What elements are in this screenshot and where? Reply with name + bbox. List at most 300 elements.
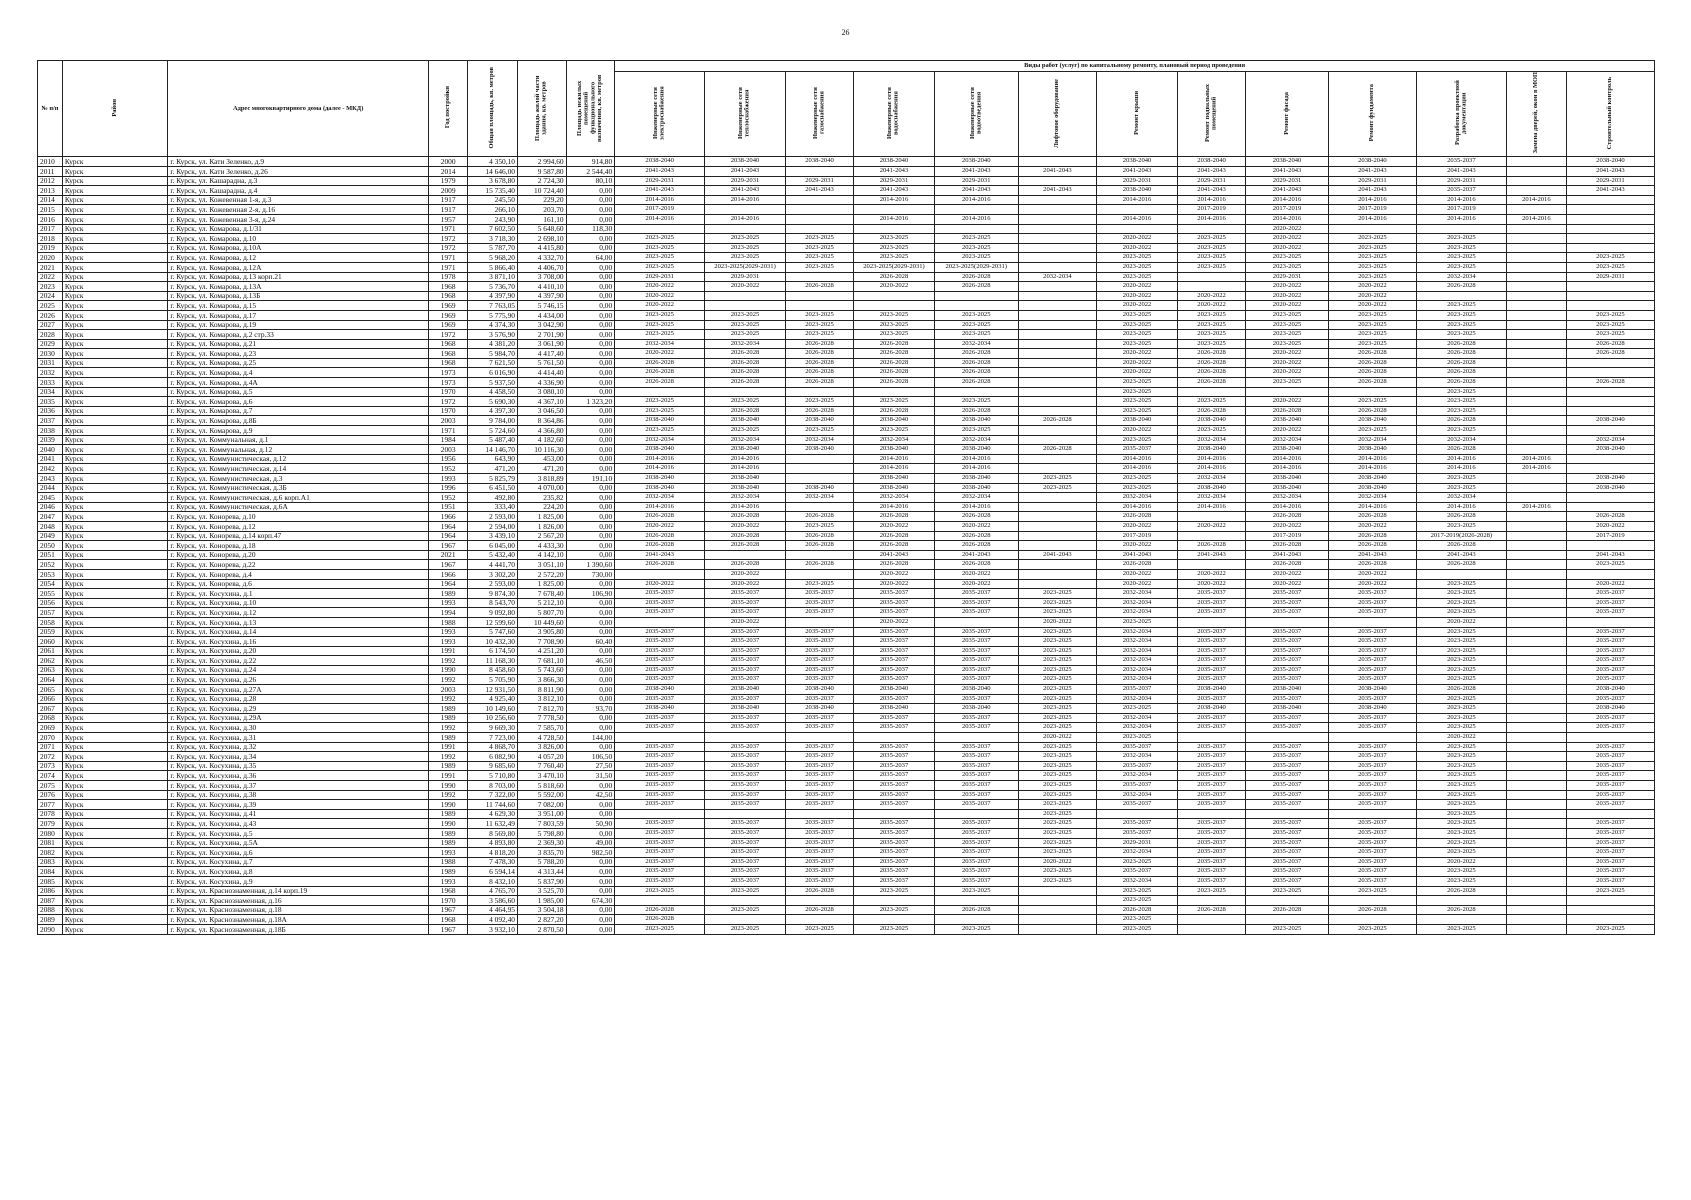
table-cell: 1991 xyxy=(429,646,468,656)
table-cell xyxy=(854,291,935,301)
table-cell: 2023-2025 xyxy=(1416,752,1506,762)
table-row xyxy=(38,224,1655,234)
table-cell: 2014-2016 xyxy=(854,195,935,205)
table-cell: 2035-2037 xyxy=(615,723,705,733)
table-cell xyxy=(1506,771,1566,781)
table-cell: 2041-2043 xyxy=(934,167,1018,177)
table-row xyxy=(38,253,1655,263)
table-cell: 2032-2034 xyxy=(615,339,705,349)
table-cell: Курск xyxy=(62,502,168,512)
table-cell xyxy=(1566,195,1654,205)
table-cell: 2014-2016 xyxy=(1416,502,1506,512)
table-cell: 2023-2025 xyxy=(1177,234,1245,244)
table-cell: 0,00 xyxy=(566,665,615,675)
table-cell: 2035-2037 xyxy=(1097,761,1178,771)
table-cell: 730,00 xyxy=(566,569,615,579)
table-cell xyxy=(1506,905,1566,915)
table-cell: 1992 xyxy=(429,694,468,704)
table-cell: 1989 xyxy=(429,713,468,723)
table-cell: 2003 xyxy=(429,416,468,426)
table-cell: 2023-2025 xyxy=(854,234,935,244)
table-cell: 1917 xyxy=(429,205,468,215)
table-cell: 2023-2025 xyxy=(1018,589,1097,599)
table-cell: г. Курск, ул. Косухина, д.6 xyxy=(168,848,429,858)
table-cell: 2035-2037 xyxy=(705,800,786,810)
table-cell: 2023-2025(2029-2031) xyxy=(934,262,1018,272)
table-cell: 2023-2025 xyxy=(1246,924,1329,934)
table-cell: 2035-2037 xyxy=(1566,828,1654,838)
table-cell: 2023-2025 xyxy=(785,330,853,340)
table-cell: 2023-2025 xyxy=(934,426,1018,436)
table-cell xyxy=(1018,426,1097,436)
table-cell: г. Курск, ул. Комарова, д.1/31 xyxy=(168,224,429,234)
table-cell xyxy=(934,915,1018,925)
table-cell: 2026-2028 xyxy=(705,358,786,368)
table-cell: 1971 xyxy=(429,262,468,272)
table-cell: 2014-2016 xyxy=(1097,214,1178,224)
table-cell: 1968 xyxy=(429,291,468,301)
table-cell: 2023-2025 xyxy=(1177,320,1245,330)
table-cell: 2041-2043 xyxy=(1018,550,1097,560)
table-cell: 2021 xyxy=(38,262,63,272)
table-row xyxy=(38,876,1655,886)
table-cell: 4 414,40 xyxy=(517,368,566,378)
table-cell: 2038-2040 xyxy=(1177,483,1245,493)
table-cell: 2032-2034 xyxy=(1246,493,1329,503)
table-row xyxy=(38,445,1655,455)
table-cell: 2035-2037 xyxy=(785,790,853,800)
table-cell: 1993 xyxy=(429,876,468,886)
table-cell: 2020-2022 xyxy=(1177,569,1245,579)
table-cell xyxy=(1566,896,1654,906)
table-cell: 2023-2025 xyxy=(854,924,935,934)
table-row xyxy=(38,723,1655,733)
table-cell: 2018 xyxy=(38,234,63,244)
table-cell: 2035-2037 xyxy=(854,694,935,704)
table-cell xyxy=(1566,426,1654,436)
table-cell xyxy=(1566,809,1654,819)
table-cell: 2035-2037 xyxy=(1246,771,1329,781)
table-cell xyxy=(1566,387,1654,397)
table-cell: 2035-2037 xyxy=(854,771,935,781)
table-cell: 0,00 xyxy=(566,924,615,934)
table-cell: Курск xyxy=(62,733,168,743)
table-cell: Курск xyxy=(62,349,168,359)
table-cell: 2020-2022 xyxy=(1328,579,1416,589)
header-cell: Ремонт фундамента xyxy=(1328,72,1416,157)
table-cell: Курск xyxy=(62,598,168,608)
table-row xyxy=(38,550,1655,560)
table-cell: 914,80 xyxy=(566,157,615,167)
table-cell: 2035-2037 xyxy=(705,876,786,886)
table-cell: 2023-2025 xyxy=(1018,838,1097,848)
table-cell xyxy=(1566,368,1654,378)
table-cell xyxy=(785,214,853,224)
table-cell: г. Курск, ул. Косухина, д.29 xyxy=(168,704,429,714)
table-cell: 2032-2034 xyxy=(705,493,786,503)
table-row xyxy=(38,406,1655,416)
table-cell: 2041-2043 xyxy=(1246,550,1329,560)
table-cell: 2035-2037 xyxy=(1177,598,1245,608)
table-cell: 2014-2016 xyxy=(1506,195,1566,205)
table-cell: 2035-2037 xyxy=(1566,742,1654,752)
table-cell: 1993 xyxy=(429,637,468,647)
table-cell: 2035-2037 xyxy=(854,790,935,800)
table-cell: 2020-2022 xyxy=(1097,521,1178,531)
table-cell xyxy=(1506,838,1566,848)
table-cell: 2038-2040 xyxy=(854,704,935,714)
capital-repair-register-table xyxy=(37,60,1655,935)
table-cell: 2035-2037 xyxy=(615,761,705,771)
table-cell: 7 478,30 xyxy=(468,857,518,867)
table-cell: 2035-2037 xyxy=(1566,800,1654,810)
table-cell: Курск xyxy=(62,809,168,819)
table-cell: 1993 xyxy=(429,474,468,484)
table-cell: 2035-2037 xyxy=(1246,819,1329,829)
table-row xyxy=(38,426,1655,436)
table-cell: 2042 xyxy=(38,464,63,474)
table-cell: 1952 xyxy=(429,464,468,474)
table-cell: 2035-2037 xyxy=(705,723,786,733)
table-cell xyxy=(1566,915,1654,925)
table-cell: 2023-2025 xyxy=(1416,406,1506,416)
table-cell: 2035-2037 xyxy=(1566,790,1654,800)
table-cell: 2020-2022 xyxy=(615,349,705,359)
table-cell: 2029-2031 xyxy=(1328,176,1416,186)
table-cell: 2035-2037 xyxy=(1177,656,1245,666)
table-cell: 2038-2040 xyxy=(615,445,705,455)
table-cell: 5 818,60 xyxy=(517,781,566,791)
table-cell: г. Курск, ул. Комарова, д.10 xyxy=(168,234,429,244)
table-cell: 2014-2016 xyxy=(1177,214,1245,224)
table-cell: 2026-2028 xyxy=(1416,445,1506,455)
table-cell: 14 646,00 xyxy=(468,167,518,177)
table-cell: 2035-2037 xyxy=(615,608,705,618)
table-cell: 2038-2040 xyxy=(705,474,786,484)
table-cell: 2038-2040 xyxy=(1328,416,1416,426)
table-cell: 9 784,00 xyxy=(468,416,518,426)
table-cell: 2023-2025 xyxy=(934,320,1018,330)
table-cell: 2023-2025 xyxy=(705,426,786,436)
table-cell: 106,90 xyxy=(566,589,615,599)
table-cell: 2041-2043 xyxy=(1566,186,1654,196)
table-cell xyxy=(1566,464,1654,474)
table-cell: 0,00 xyxy=(566,608,615,618)
table-row xyxy=(38,598,1655,608)
table-cell: 2017-2019 xyxy=(1097,531,1178,541)
table-cell: 2026-2028 xyxy=(1177,368,1245,378)
table-cell: 2020-2022 xyxy=(934,569,1018,579)
table-cell: 2076 xyxy=(38,790,63,800)
table-cell: 2023-2025 xyxy=(1246,886,1329,896)
table-cell: 2023-2025 xyxy=(1416,234,1506,244)
table-cell: 2038-2040 xyxy=(934,445,1018,455)
table-cell: 1978 xyxy=(429,272,468,282)
table-cell: 106,50 xyxy=(566,752,615,762)
table-cell: 2087 xyxy=(38,896,63,906)
table-cell: 5 747,60 xyxy=(468,627,518,637)
table-cell xyxy=(1566,205,1654,215)
table-cell: 2035-2037 xyxy=(615,675,705,685)
table-cell: 2023-2025 xyxy=(1018,598,1097,608)
table-cell: 2083 xyxy=(38,857,63,867)
table-cell: 2023-2025 xyxy=(1097,733,1178,743)
table-cell: 2026-2028 xyxy=(1328,378,1416,388)
table-cell: 2020-2022 xyxy=(1177,301,1245,311)
table-row xyxy=(38,800,1655,810)
table-cell: 2066 xyxy=(38,694,63,704)
table-row xyxy=(38,819,1655,829)
table-cell: 2026-2028 xyxy=(934,368,1018,378)
header-cell: Адрес многоквартирного дома (далее - МКД) xyxy=(168,61,429,157)
table-cell: 2035-2037 xyxy=(615,867,705,877)
table-row xyxy=(38,195,1655,205)
table-cell: 2014-2016 xyxy=(1177,502,1245,512)
table-cell: Курск xyxy=(62,579,168,589)
table-cell: 5 705,90 xyxy=(468,675,518,685)
table-cell: 2032-2034 xyxy=(1246,435,1329,445)
table-cell: 0,00 xyxy=(566,531,615,541)
table-cell: 2023-2025 xyxy=(1018,675,1097,685)
table-cell: 2032-2034 xyxy=(705,435,786,445)
table-cell: 2035-2037 xyxy=(1246,627,1329,637)
table-cell: 2026-2028 xyxy=(1416,512,1506,522)
table-cell: 2052 xyxy=(38,560,63,570)
table-cell xyxy=(785,617,853,627)
table-cell: 2023-2025 xyxy=(1246,339,1329,349)
table-cell: 2014-2016 xyxy=(1328,195,1416,205)
table-cell: 2035-2037 xyxy=(854,828,935,838)
table-cell: 0,00 xyxy=(566,339,615,349)
table-cell: 2038-2040 xyxy=(1328,474,1416,484)
table-cell: 2035-2037 xyxy=(854,761,935,771)
table-cell: 10 432,30 xyxy=(468,637,518,647)
table-row xyxy=(38,387,1655,397)
table-cell: 0,00 xyxy=(566,886,615,896)
table-cell: 2023-2025 xyxy=(1177,253,1245,263)
table-cell xyxy=(1246,809,1329,819)
table-cell: Курск xyxy=(62,320,168,330)
table-cell xyxy=(1506,713,1566,723)
table-cell: 2026-2028 xyxy=(705,378,786,388)
table-cell: 2023-2025 xyxy=(1246,320,1329,330)
table-cell: 2023-2025 xyxy=(1246,253,1329,263)
table-cell: 12 599,60 xyxy=(468,617,518,627)
table-cell: 2038-2040 xyxy=(1246,704,1329,714)
table-cell: 2014-2016 xyxy=(854,502,935,512)
table-cell: 2023-2025 xyxy=(1246,378,1329,388)
table-cell: 5 648,60 xyxy=(517,224,566,234)
table-cell xyxy=(1506,253,1566,263)
table-cell: г. Курск, ул. Комарова, д.12А xyxy=(168,262,429,272)
table-cell xyxy=(1506,272,1566,282)
table-cell: 643,90 xyxy=(468,454,518,464)
table-cell: 2024 xyxy=(38,291,63,301)
table-cell: 1989 xyxy=(429,867,468,877)
table-cell: Курск xyxy=(62,416,168,426)
table-row xyxy=(38,464,1655,474)
table-cell: Курск xyxy=(62,781,168,791)
table-cell: 7 678,40 xyxy=(517,589,566,599)
table-cell: Курск xyxy=(62,282,168,292)
table-cell: 2020-2022 xyxy=(1246,291,1329,301)
table-cell: 2035-2037 xyxy=(1246,761,1329,771)
table-cell: 2014-2016 xyxy=(1328,214,1416,224)
table-cell: 2041-2043 xyxy=(854,186,935,196)
table-cell xyxy=(1506,349,1566,359)
table-cell: 2026-2028 xyxy=(854,512,935,522)
table-cell: 2 369,30 xyxy=(517,838,566,848)
table-cell xyxy=(785,915,853,925)
table-cell: 2023-2025 xyxy=(1018,761,1097,771)
table-cell: 0,00 xyxy=(566,464,615,474)
table-cell: 4 336,90 xyxy=(517,378,566,388)
table-cell: 2020-2022 xyxy=(1246,224,1329,234)
table-cell: 2035-2037 xyxy=(934,608,1018,618)
table-row xyxy=(38,848,1655,858)
table-cell: 2035-2037 xyxy=(1177,608,1245,618)
table-cell: 2035-2037 xyxy=(615,857,705,867)
table-cell: 2032-2034 xyxy=(854,493,935,503)
table-cell: 2029-2031 xyxy=(615,176,705,186)
table-cell: 14 146,70 xyxy=(468,445,518,455)
table-cell: 2020-2022 xyxy=(1328,301,1416,311)
table-cell: 4 415,80 xyxy=(517,243,566,253)
table-cell: 2035-2037 xyxy=(1328,848,1416,858)
table-cell: 2032-2034 xyxy=(1097,713,1178,723)
table-row xyxy=(38,809,1655,819)
table-cell xyxy=(854,915,935,925)
table-row xyxy=(38,617,1655,627)
table-cell: 2014-2016 xyxy=(1506,464,1566,474)
table-cell: 3 708,00 xyxy=(517,272,566,282)
table-cell: 4 458,50 xyxy=(468,387,518,397)
table-cell: г. Курск, ул. Комарова, д.21 xyxy=(168,339,429,349)
table-cell: 2063 xyxy=(38,665,63,675)
table-cell xyxy=(785,387,853,397)
table-cell: 2014-2016 xyxy=(1416,454,1506,464)
table-cell: 2023-2025 xyxy=(934,924,1018,934)
table-cell: 982,50 xyxy=(566,848,615,858)
table-cell: 2030 xyxy=(38,349,63,359)
table-cell: 2 572,20 xyxy=(517,569,566,579)
table-cell xyxy=(934,205,1018,215)
table-cell: Курск xyxy=(62,474,168,484)
table-cell: 4 397,90 xyxy=(468,291,518,301)
table-cell: 2020-2022 xyxy=(615,301,705,311)
table-row xyxy=(38,627,1655,637)
table-cell: 2 724,30 xyxy=(517,176,566,186)
table-row xyxy=(38,694,1655,704)
table-cell xyxy=(1018,493,1097,503)
table-cell: 2041-2043 xyxy=(615,167,705,177)
table-cell: 2035-2037 xyxy=(1177,646,1245,656)
table-cell: 2035-2037 xyxy=(934,761,1018,771)
table-cell: 2035-2037 xyxy=(705,694,786,704)
table-cell: 7 760,40 xyxy=(517,761,566,771)
table-row xyxy=(38,358,1655,368)
table-cell: г. Курск, ул. Косухина, д.39 xyxy=(168,800,429,810)
table-cell xyxy=(1328,896,1416,906)
table-cell: 2038-2040 xyxy=(785,157,853,167)
table-cell xyxy=(1506,397,1566,407)
table-cell: 2035-2037 xyxy=(1097,800,1178,810)
table-cell: 2040 xyxy=(38,445,63,455)
table-cell: г. Курск, ул. Кашарадна, д.3 xyxy=(168,176,429,186)
table-cell: 2035-2037 xyxy=(615,800,705,810)
table-cell: 2026-2028 xyxy=(785,368,853,378)
table-cell: 2035-2037 xyxy=(854,742,935,752)
table-cell: 1989 xyxy=(429,704,468,714)
table-cell xyxy=(1177,282,1245,292)
table-cell: 2017-2019(2026-2028) xyxy=(1416,531,1506,541)
table-cell: 2014-2016 xyxy=(934,454,1018,464)
table-cell: 7 585,70 xyxy=(517,723,566,733)
table-cell: 0,00 xyxy=(566,809,615,819)
table-cell: 2023-2025 xyxy=(934,397,1018,407)
table-cell: 8 432,10 xyxy=(468,876,518,886)
table-cell: 2020-2022 xyxy=(1246,234,1329,244)
table-cell: 2023-2025 xyxy=(785,924,853,934)
table-cell: 2064 xyxy=(38,675,63,685)
table-cell: 2041-2043 xyxy=(1416,550,1506,560)
table-cell: 2023-2025 xyxy=(854,886,935,896)
table-cell: 2026-2028 xyxy=(615,512,705,522)
table-row xyxy=(38,502,1655,512)
header-cell: Разработка проектной документации xyxy=(1416,72,1506,157)
table-cell xyxy=(705,205,786,215)
table-cell xyxy=(854,896,935,906)
table-cell: 2035-2037 xyxy=(1246,646,1329,656)
table-cell: 0,00 xyxy=(566,905,615,915)
table-cell: 2035-2037 xyxy=(1566,637,1654,647)
table-cell: 2023-2025 xyxy=(1246,330,1329,340)
table-cell: 2035-2037 xyxy=(1177,637,1245,647)
table-cell: 2035-2037 xyxy=(1097,781,1178,791)
table-cell: 7 621,50 xyxy=(468,358,518,368)
table-cell: 2041-2043 xyxy=(1566,550,1654,560)
table-cell xyxy=(1506,800,1566,810)
table-cell: г. Курск, ул. Комарова, д.19 xyxy=(168,320,429,330)
table-cell: 2014-2016 xyxy=(1506,502,1566,512)
table-cell: 2023-2025 xyxy=(615,320,705,330)
table-cell: 2023-2025 xyxy=(1566,320,1654,330)
table-cell: 2026-2028 xyxy=(934,560,1018,570)
table-cell: 27,50 xyxy=(566,761,615,771)
table-cell: 3 042,90 xyxy=(517,320,566,330)
table-cell: 0,00 xyxy=(566,358,615,368)
table-cell: 4 366,80 xyxy=(517,426,566,436)
table-cell: 2038-2040 xyxy=(1328,704,1416,714)
table-cell: 2015 xyxy=(38,205,63,215)
table-body xyxy=(38,157,1655,934)
table-cell: 2023-2025 xyxy=(1018,627,1097,637)
table-cell: Курск xyxy=(62,224,168,234)
table-cell: 2023-2025 xyxy=(934,253,1018,263)
table-cell xyxy=(785,167,853,177)
table-row xyxy=(38,167,1655,177)
table-cell: 2 567,20 xyxy=(517,531,566,541)
table-cell: 1972 xyxy=(429,234,468,244)
table-row xyxy=(38,205,1655,215)
table-cell: 2023-2025 xyxy=(1018,848,1097,858)
table-row xyxy=(38,368,1655,378)
table-cell: 2051 xyxy=(38,550,63,560)
table-cell: 2035-2037 xyxy=(785,713,853,723)
table-cell: 1964 xyxy=(429,579,468,589)
table-cell: 2023-2025 xyxy=(785,521,853,531)
table-cell: 49,00 xyxy=(566,838,615,848)
